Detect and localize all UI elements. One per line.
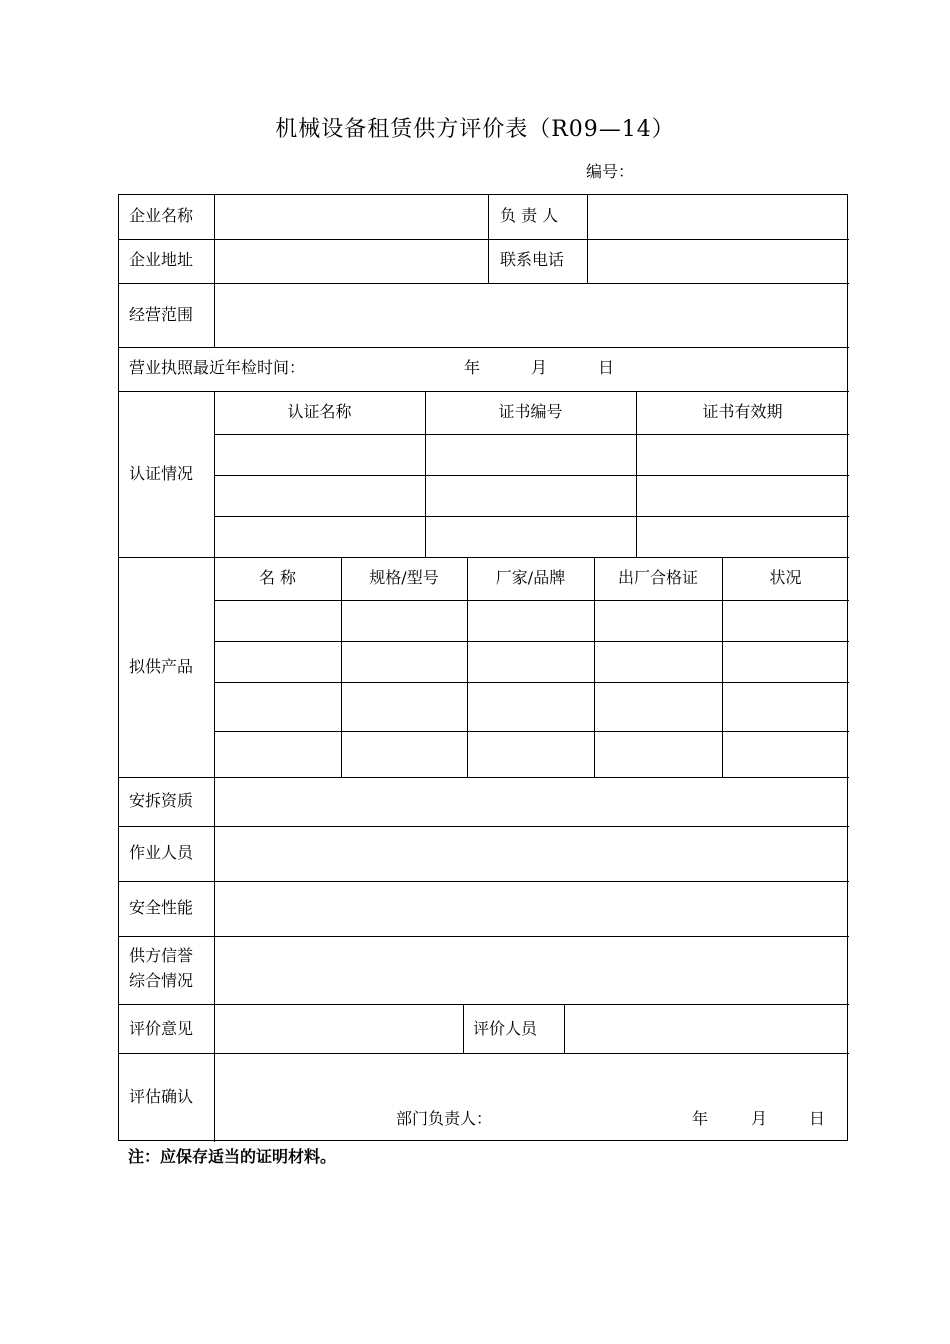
row-divider [119,936,849,937]
row-divider [119,881,849,882]
row-divider [119,239,849,240]
license-day-label: 日 [598,358,615,377]
safety-label: 安全性能 [129,898,194,917]
column-divider [463,1004,464,1053]
certification-label: 认证情况 [129,464,194,483]
cert-header-name: 认证名称 [287,402,352,421]
assessment-month-label: 月 [751,1109,768,1128]
column-divider [488,195,489,283]
company-address-label: 企业地址 [129,250,194,269]
product-header-status: 状况 [769,568,802,587]
assessment-year-label: 年 [692,1109,709,1128]
credit-label-line2: 综合情况 [129,971,194,990]
footnote: 注：应保存适当的证明材料。 [128,1147,337,1166]
row-divider [119,1053,849,1054]
product-row-divider [214,641,849,642]
license-year-label: 年 [464,358,481,377]
row-divider [119,283,849,284]
product-header-brand: 厂家/品牌 [495,568,566,587]
column-divider [587,195,588,283]
label-column-divider [214,391,215,1142]
evaluator-label: 评价人员 [473,1019,538,1038]
product-row-divider [214,682,849,683]
row-divider [119,557,849,558]
assessment-day-label: 日 [809,1109,826,1128]
product-header-name: 名 称 [258,568,297,587]
product-header-certificate: 出厂合格证 [617,568,698,587]
row-divider [119,826,849,827]
credit-label-line1: 供方信誉 [129,946,194,965]
cert-header-validity: 证书有效期 [702,402,783,421]
label-column-divider [214,195,215,347]
product-column-divider [467,557,468,777]
product-column-divider [594,557,595,777]
responsible-person-label: 负 责 人 [500,206,559,225]
business-scope-label: 经营范围 [129,305,194,324]
cert-header-number: 证书编号 [498,402,563,421]
license-month-label: 月 [531,358,548,377]
products-label: 拟供产品 [129,657,194,676]
evaluation-form [118,194,848,1141]
doc-number-label: 编号： [586,162,635,181]
license-inspection-label: 营业执照最近年检时间： [129,358,306,377]
row-divider [119,347,849,348]
cert-row-divider [214,434,849,435]
page-title: 机械设备租赁供方评价表（R09—14） [275,117,675,142]
operators-label: 作业人员 [129,843,194,862]
row-divider [119,391,849,392]
assessment-label: 评估确认 [129,1087,194,1106]
row-divider [119,777,849,778]
product-row-divider [214,600,849,601]
column-divider [564,1004,565,1053]
cert-row-divider [214,516,849,517]
product-header-spec: 规格/型号 [369,568,439,587]
product-row-divider [214,731,849,732]
dept-head-label: 部门负责人： [396,1109,493,1128]
qualification-label: 安拆资质 [129,791,194,810]
product-column-divider [341,557,342,777]
evaluation-opinion-label: 评价意见 [129,1019,194,1038]
company-name-label: 企业名称 [129,206,194,225]
product-column-divider [722,557,723,777]
contact-phone-label: 联系电话 [500,250,565,269]
row-divider [119,1004,849,1005]
cert-row-divider [214,475,849,476]
